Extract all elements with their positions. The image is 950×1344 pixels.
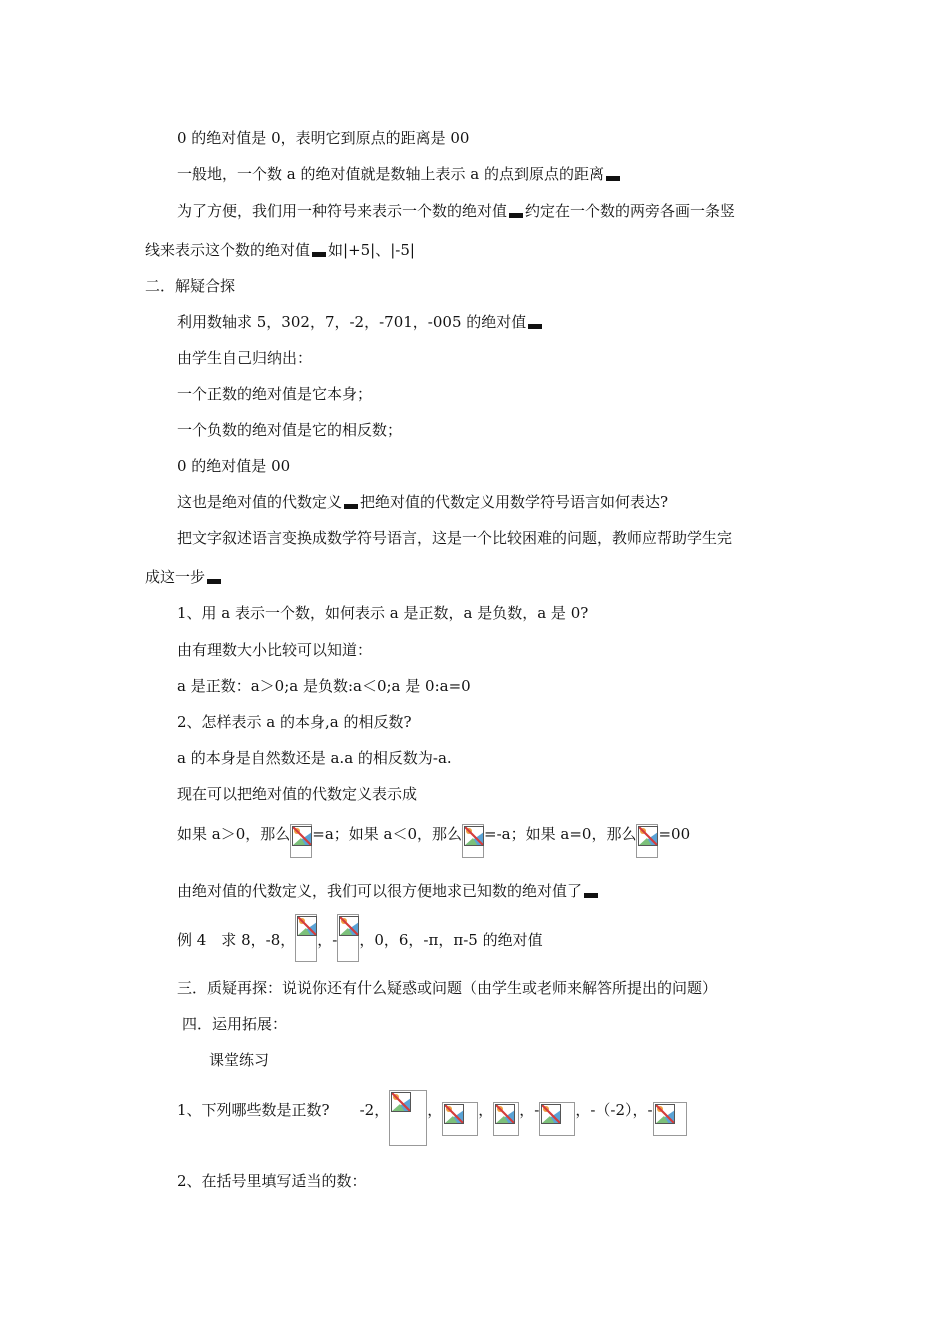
text-line: 一般地，一个数 a 的绝对值就是数轴上表示 a 的点到原点的距离: [177, 164, 622, 184]
broken-image-icon: [539, 1102, 575, 1136]
text-line: 由绝对值的代数定义，我们可以很方便地求已知数的绝对值了: [177, 881, 600, 901]
section-heading: 二．解疑合探: [145, 277, 236, 295]
text-line: 一个正数的绝对值是它本身；: [177, 385, 373, 403]
paragraph-mark-icon: [528, 324, 542, 329]
broken-image-icon: [462, 824, 484, 858]
paragraph-mark-icon: [344, 504, 358, 509]
paragraph-mark-icon: [207, 579, 221, 584]
text-line: 一个负数的绝对值是它的相反数；: [177, 421, 403, 439]
text-line: a 的本身是自然数还是 a.a 的相反数为-a.: [177, 749, 452, 767]
paragraph-mark-icon: [509, 213, 523, 218]
broken-image-icon: [290, 824, 312, 858]
paragraph-mark-icon: [606, 176, 620, 181]
text-line: 为了方便，我们用一种符号来表示一个数的绝对值 约定在一个数的两旁各画一条竖: [177, 202, 736, 220]
broken-image-icon: [636, 824, 658, 858]
broken-image-icon: [493, 1102, 519, 1136]
text-line: 0 的绝对值是 0，表明它到原点的距离是 00: [177, 129, 470, 147]
broken-image-icon: [295, 914, 317, 962]
text-line: 2、在括号里填写适当的数：: [177, 1172, 367, 1190]
section-heading: 三．质疑再探：说说你还有什么疑惑或问题（由学生或老师来解答所提出的问题）: [177, 979, 718, 997]
text-line: 利用数轴求 5，302，7，-2，-701，-005 的绝对值: [177, 312, 544, 332]
broken-image-icon: [337, 914, 359, 962]
broken-image-icon: [442, 1102, 478, 1136]
section-heading: 四．运用拓展：: [182, 1015, 288, 1033]
text-line: 例 4 求 8，-8， ，- ，0，6，-π，π-5 的绝对值: [177, 914, 543, 962]
text-line: 成这一步: [145, 567, 223, 587]
text-line: 由学生自己归纳出：: [177, 349, 313, 367]
text-line: 如果 a＞0，那么 =a；如果 a＜0，那么 =-a；如果 a=0，那么 =00: [177, 824, 690, 858]
text-line: 把文字叙述语言变换成数学符号语言，这是一个比较困难的问题，教师应帮助学生完: [177, 529, 733, 547]
text-line: 由有理数大小比较可以知道：: [177, 641, 373, 659]
text-line: 现在可以把绝对值的代数定义表示成: [177, 785, 418, 803]
text-line: 1、用 a 表示一个数，如何表示 a 是正数，a 是负数，a 是 0?: [177, 604, 589, 622]
text-line: a 是正数：a＞0;a 是负数:a＜0;a 是 0:a=0: [177, 677, 471, 695]
text-line: 这也是绝对值的代数定义 把绝对值的代数定义用数学符号语言如何表达?: [177, 493, 669, 511]
broken-image-icon: [653, 1102, 687, 1136]
text-line: 1、下列哪些数是正数? -2， ， ， ，- ，-（-2），-: [177, 1090, 687, 1146]
paragraph-mark-icon: [312, 252, 326, 257]
paragraph-mark-icon: [584, 893, 598, 898]
text-line: 课堂练习: [209, 1051, 270, 1069]
text-line: 2、怎样表示 a 的本身,a 的相反数?: [177, 713, 412, 731]
text-line: 0 的绝对值是 00: [177, 457, 291, 475]
text-line: 线来表示这个数的绝对值 如|+5|、|-5|: [145, 241, 415, 259]
broken-image-icon: [389, 1090, 427, 1146]
